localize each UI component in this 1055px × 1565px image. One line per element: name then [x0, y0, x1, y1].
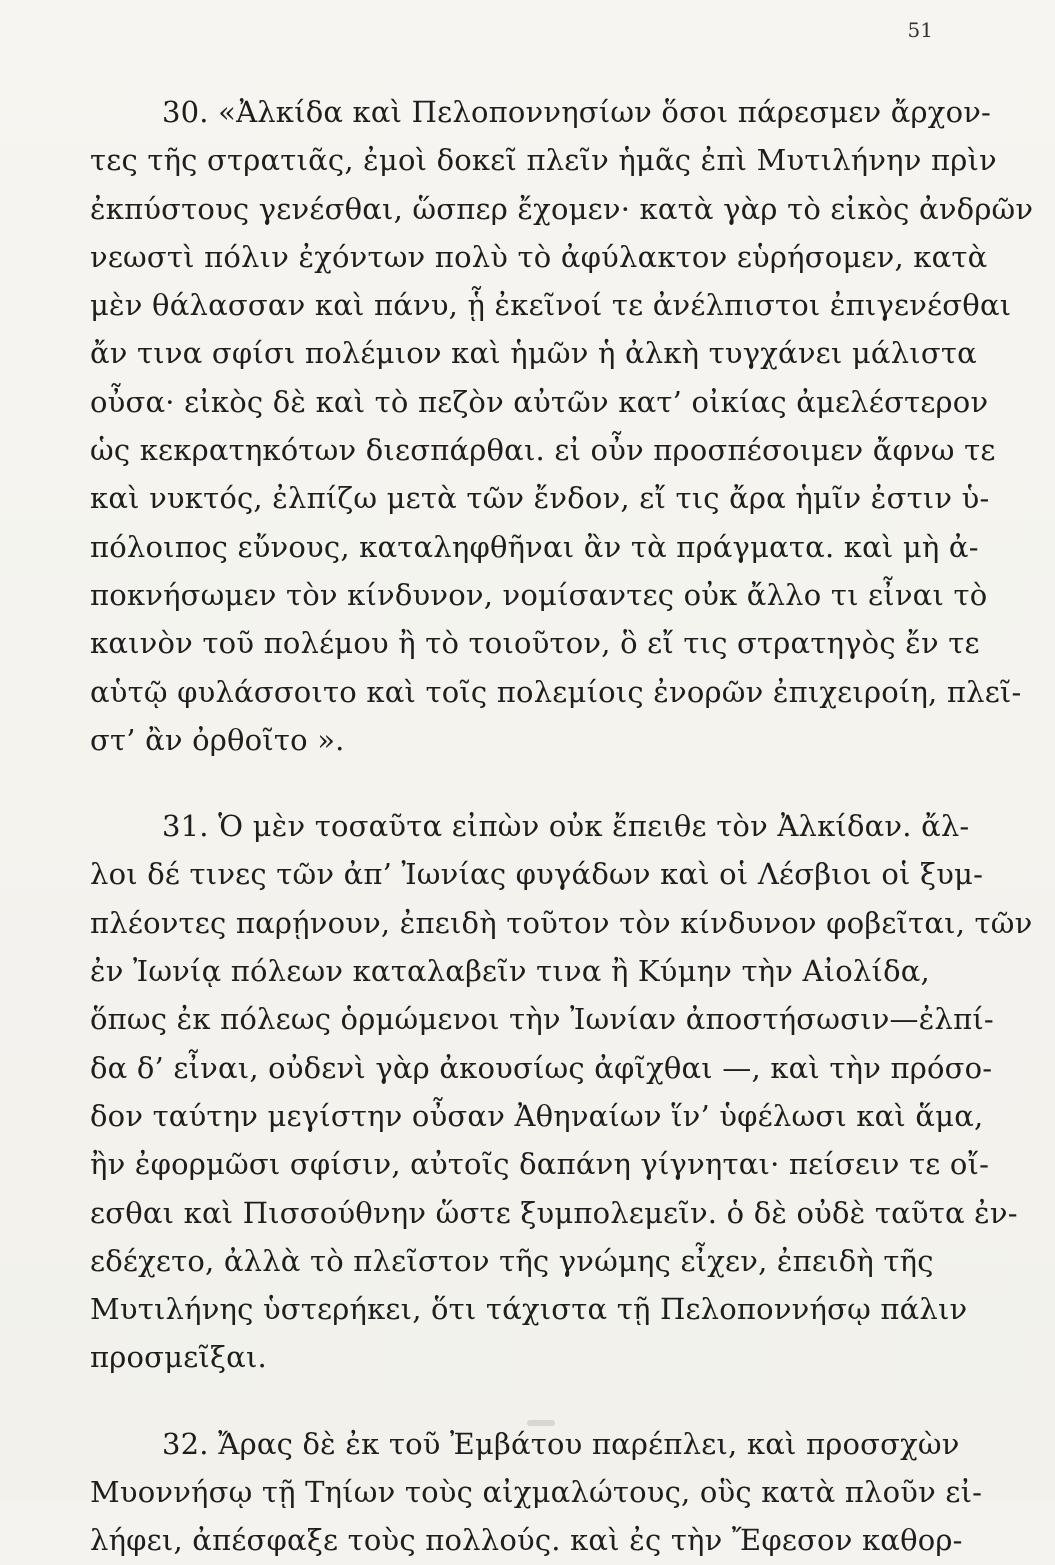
- text-line: καινὸν τοῦ πολέμου ἢ τὸ τοιοῦτον, ὃ εἴ τις στρατηγὸς ἔν τε: [90, 626, 980, 661]
- text-line: αὑτῷ φυλάσσοιτο καὶ τοῖς πολεμίοις ἐνορῶν ἐπιχειροίη, πλεῖ-: [90, 674, 1022, 709]
- text-block: [90, 88, 1034, 1565]
- text-line: εσθαι καὶ Πισσούθνην ὥστε ξυμπολεμεῖν. ὁ δὲ οὐδὲ ταῦτα ἐν-: [90, 1195, 1018, 1230]
- text-line: 30. «Ἀλκίδα καὶ Πελοποννησίων ὅσοι πάρεσμεν ἄρχον-: [162, 95, 992, 129]
- text-line: νεωστὶ πόλιν ἐχόντων πολὺ τὸ ἀφύλακτον εὑρήσομεν, κατὰ: [90, 239, 988, 274]
- text-line: ἢν ἐφορμῶσι σφίσιν, αὐτοῖς δαπάνη γίγνηται· πείσειν τε οἴ-: [90, 1147, 990, 1182]
- text-line: τες τῆς στρατιᾶς, ἐμοὶ δοκεῖ πλεῖν ἡμᾶς ἐπὶ Μυτιλήνην πρὶν: [90, 143, 997, 178]
- text-line: μὲν θάλασσαν καὶ πάνυ, ᾗ ἐκεῖνοί τε ἀνέλπιστοι ἐπιγενέσθαι: [90, 288, 1012, 323]
- text-line: προσμεῖξαι.: [90, 1340, 267, 1375]
- text-line: οὖσα· εἰκὸς δὲ καὶ τὸ πεζὸν αὐτῶν κατ’ οἰκίας ἀμελέστερον: [90, 384, 989, 419]
- section-31: [90, 802, 1033, 1382]
- text-line: πόλοιπος εὔνους, καταληφθῆναι ἂν τὰ πράγματα. καὶ μὴ ἀ-: [90, 529, 979, 564]
- section-30: [90, 88, 1034, 764]
- text-line: Μυοννήσῳ τῇ Τηίων τοὺς αἰχμαλώτους, οὓς κατὰ πλοῦν εἰ-: [90, 1475, 983, 1510]
- text-line: λοι δέ τινες τῶν ἀπ’ Ἰωνίας φυγάδων καὶ οἱ Λέσβιοι οἱ ξυμ-: [90, 857, 984, 892]
- text-line: ἐκπύστους γενέσθαι, ὥσπερ ἔχομεν· κατὰ γὰρ τὸ εἰκὸς ἀνδρῶν: [90, 191, 1034, 226]
- text-line: ὅπως ἐκ πόλεως ὁρμώμενοι τὴν Ἰωνίαν ἀποστήσωσιν—ἐλπί-: [90, 1002, 994, 1037]
- paragraph-gap: [90, 764, 942, 802]
- text-line: 31. Ὁ μὲν τοσαῦτα εἰπὼν οὐκ ἔπειθε τὸν Ἀλκίδαν. ἄλ-: [162, 809, 970, 844]
- text-line: Μυτιλήνης ὑστερήκει, ὅτι τάχιστα τῇ Πελοποννήσῳ πάλιν: [90, 1292, 968, 1327]
- paragraph-gap: [90, 1382, 942, 1420]
- text-line: ποκνήσωμεν τὸν κίνδυνον, νομίσαντες οὐκ ἄλλο τι εἶναι τὸ: [90, 577, 988, 612]
- text-line: 32. Ἄρας δὲ ἐκ τοῦ Ἐμβάτου παρέπλει, καὶ προσσχὼν: [162, 1426, 960, 1461]
- text-line: λήφει, ἀπέσφαξε τοὺς πολλούς. καὶ ἐς τὴν Ἔφεσον καθορ-: [90, 1523, 963, 1558]
- page-number: 51: [907, 18, 933, 42]
- text-line: ὡς κεκρατηκότων διεσπάρθαι. εἰ οὖν προσπέσοιμεν ἄφνω τε: [90, 433, 996, 468]
- text-line: ἐν Ἰωνίᾳ πόλεων καταλαβεῖν τινα ἢ Κύμην τὴν Αἰολίδα,: [90, 954, 930, 989]
- text-line: καὶ νυκτός, ἐλπίζω μετὰ τῶν ἔνδον, εἴ τις ἄρα ἡμῖν ἐστιν ὑ-: [90, 481, 990, 516]
- text-line: δα δ’ εἶναι, οὐδενὶ γὰρ ἀκουσίως ἀφῖχθαι —, καὶ τὴν πρόσο-: [90, 1050, 993, 1085]
- text-line: ἄν τινα σφίσι πολέμιον καὶ ἡμῶν ἡ ἀλκὴ τυγχάνει μάλιστα: [90, 336, 977, 371]
- text-line: εδέχετο, ἀλλὰ τὸ πλεῖστον τῆς γνώμης εἶχεν, ἐπειδὴ τῆς: [90, 1243, 934, 1278]
- text-line: στ’ ἂν ὀρθοῖτο ».: [90, 722, 345, 757]
- text-line: δον ταύτην μεγίστην οὖσαν Ἀθηναίων ἵν’ ὑφέλωσι καὶ ἅμα,: [90, 1098, 984, 1133]
- footer-smudge: [527, 1420, 555, 1426]
- section-32: [90, 1420, 983, 1565]
- text-line: πλέοντες παρῄνουν, ἐπειδὴ τοῦτον τὸν κίνδυνον φοβεῖται, τῶν: [90, 905, 1033, 940]
